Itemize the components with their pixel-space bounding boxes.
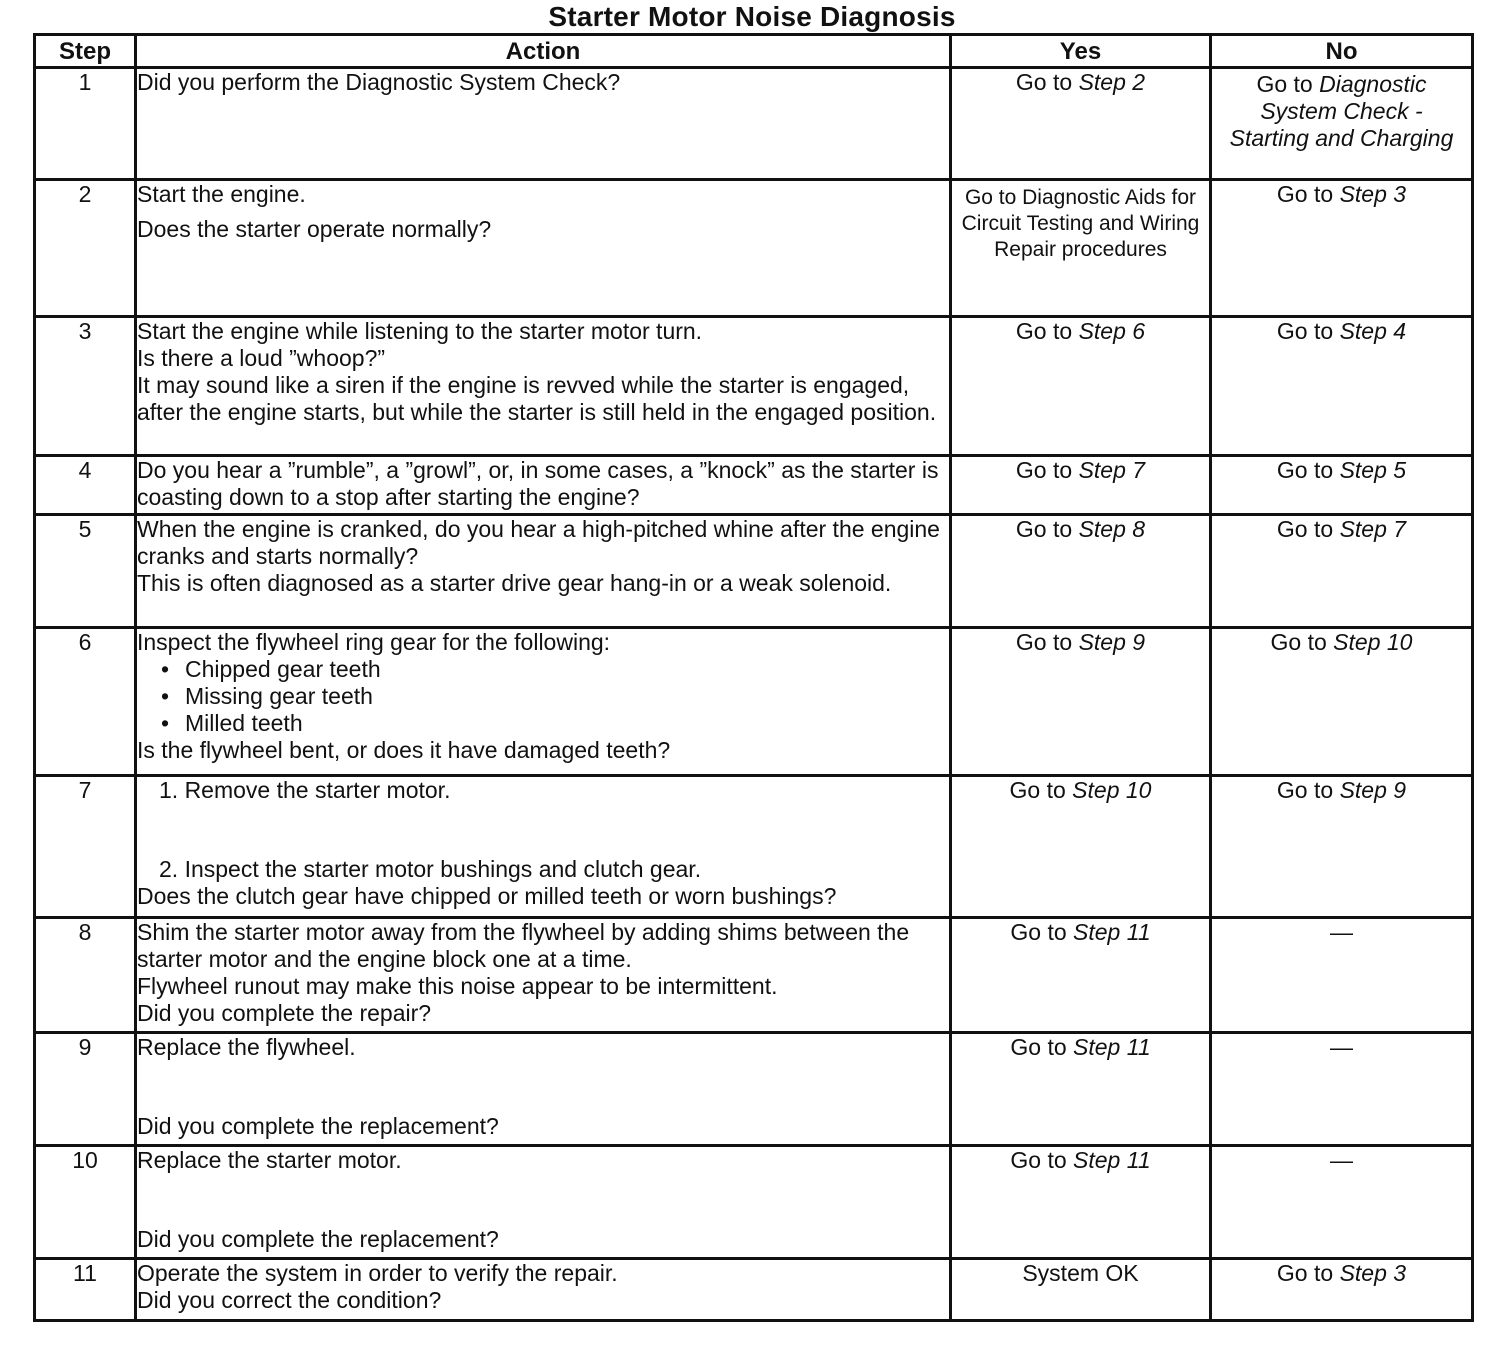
- yes-target: Step 9: [1078, 629, 1146, 655]
- no-prefix: Go to: [1276, 457, 1340, 483]
- action-question: Is there a loud ”whoop?”: [137, 345, 386, 371]
- table-row: [35, 918, 1473, 1033]
- no-prefix: Go to: [1256, 71, 1320, 97]
- action-text: Start the engine.: [137, 181, 306, 207]
- no-target: Step 4: [1339, 318, 1407, 344]
- yes-prefix: Go to: [1009, 777, 1073, 803]
- no-cell: [1211, 776, 1473, 918]
- no-dash: —: [1330, 1147, 1353, 1173]
- yes-cell: [951, 628, 1211, 776]
- action-question: Did you complete the replacement?: [137, 1226, 499, 1252]
- action-cell: [136, 628, 951, 776]
- yes-cell: [951, 515, 1211, 628]
- no-cell: [1211, 317, 1473, 456]
- no-prefix: Go to: [1276, 516, 1340, 542]
- step-number: 1: [35, 68, 136, 180]
- no-prefix: Go to: [1270, 629, 1334, 655]
- table-row: [35, 1033, 1473, 1146]
- action-cell: [136, 1146, 951, 1259]
- no-target: Step 3: [1339, 181, 1407, 207]
- no-cell: [1211, 515, 1473, 628]
- action-text: Replace the flywheel.: [137, 1034, 356, 1060]
- action-question: Did you correct the condition?: [137, 1287, 442, 1313]
- yes-cell: [951, 1033, 1211, 1146]
- action-text: Operate the system in order to verify the repair.: [137, 1260, 618, 1286]
- no-cell: [1211, 456, 1473, 515]
- yes-target: Step 11: [1073, 1147, 1151, 1173]
- step-number: 7: [35, 776, 136, 918]
- yes-cell: [951, 456, 1211, 515]
- yes-target: Step 8: [1078, 516, 1146, 542]
- step-number: 10: [35, 1146, 136, 1259]
- no-prefix: Go to: [1276, 181, 1340, 207]
- no-cell: [1211, 1033, 1473, 1146]
- yes-prefix: Go to: [1010, 1147, 1074, 1173]
- action-cell: [136, 180, 951, 317]
- action-cell: [136, 1259, 951, 1321]
- action-cell: [136, 317, 951, 456]
- step-number: 2: [35, 180, 136, 317]
- action-question: Did you complete the replacement?: [137, 1113, 499, 1139]
- bullet-item: • Missing gear teeth: [137, 683, 949, 710]
- no-target: Step 10: [1333, 629, 1413, 655]
- diagnosis-table: [33, 33, 1474, 1322]
- step-number: 6: [35, 628, 136, 776]
- action-cell: [136, 456, 951, 515]
- yes-prefix: Go to: [1010, 1034, 1074, 1060]
- table-row: [35, 456, 1473, 515]
- bullet-item: • Chipped gear teeth: [137, 656, 949, 683]
- action-note: This is often diagnosed as a starter drive gear hang-in or a weak solenoid.: [137, 570, 892, 596]
- yes-target: Step 10: [1072, 777, 1152, 803]
- action-text: Replace the starter motor.: [137, 1147, 402, 1173]
- table-row: [35, 515, 1473, 628]
- no-target: Step 5: [1339, 457, 1407, 483]
- step-number: 5: [35, 515, 136, 628]
- no-cell: [1211, 1259, 1473, 1321]
- yes-text: Go to Diagnostic Aids for Circuit Testing and Wiring Repair procedures: [961, 186, 1200, 261]
- page-title: Starter Motor Noise Diagnosis: [548, 1, 956, 32]
- yes-cell: [951, 180, 1211, 317]
- step-number: 11: [35, 1259, 136, 1321]
- table-row: [35, 1146, 1473, 1259]
- action-question: Is the flywheel bent, or does it have damaged teeth?: [137, 737, 671, 763]
- action-text: Do you hear a ”rumble”, a ”growl”, or, in some cases, a ”knock” as the starter is coasting down to a stop after starting the engine?: [137, 457, 939, 510]
- no-cell: [1211, 68, 1473, 180]
- yes-prefix: Go to: [1010, 919, 1074, 945]
- yes-text: System OK: [1022, 1260, 1139, 1286]
- yes-prefix: Go to: [1015, 516, 1079, 542]
- header-action: Action: [136, 35, 951, 68]
- yes-target: Step 6: [1078, 318, 1146, 344]
- no-dash: —: [1330, 919, 1353, 945]
- yes-target: Step 11: [1073, 919, 1151, 945]
- action-text: Shim the starter motor away from the flywheel by adding shims between the starter motor and the engine block one at a time.: [137, 919, 910, 972]
- no-cell: [1211, 628, 1473, 776]
- action-cell: [136, 515, 951, 628]
- action-text: When the engine is cranked, do you hear a high-pitched whine after the engine cranks and starts normally?: [137, 516, 940, 569]
- numbered-item: 2. Inspect the starter motor bushings and clutch gear.: [159, 856, 702, 882]
- table-row: [35, 68, 1473, 180]
- table-row: [35, 180, 1473, 317]
- no-target: Step 9: [1339, 777, 1407, 803]
- header-yes: Yes: [951, 35, 1211, 68]
- header-step: Step: [35, 35, 136, 68]
- yes-target: Step 11: [1073, 1034, 1151, 1060]
- action-text: Inspect the flywheel ring gear for the following:: [137, 629, 611, 655]
- yes-prefix: Go to: [1015, 69, 1079, 95]
- yes-prefix: Go to: [1015, 629, 1079, 655]
- yes-target: Step 7: [1078, 457, 1146, 483]
- action-question: Did you complete the repair?: [137, 1000, 432, 1026]
- no-prefix: Go to: [1276, 1260, 1340, 1286]
- no-cell: [1211, 1146, 1473, 1259]
- action-text: Start the engine while listening to the starter motor turn.: [137, 318, 703, 344]
- step-number: 9: [35, 1033, 136, 1146]
- table-row: [35, 1259, 1473, 1321]
- no-prefix: Go to: [1276, 777, 1340, 803]
- no-target: Step 7: [1339, 516, 1407, 542]
- table-row: [35, 776, 1473, 918]
- header-no: No: [1211, 35, 1473, 68]
- table-header-row: [35, 35, 1473, 68]
- step-number: 3: [35, 317, 136, 456]
- bullet-item: • Milled teeth: [137, 710, 949, 737]
- no-prefix: Go to: [1276, 318, 1340, 344]
- table-row: [35, 317, 1473, 456]
- yes-cell: [951, 68, 1211, 180]
- step-number: 4: [35, 456, 136, 515]
- action-question: Does the starter operate normally?: [137, 216, 492, 242]
- no-cell: [1211, 918, 1473, 1033]
- no-target: Diagnostic System Check - Starting and Charging: [1229, 71, 1454, 151]
- yes-cell: [951, 1259, 1211, 1321]
- yes-cell: [951, 776, 1211, 918]
- yes-cell: [951, 1146, 1211, 1259]
- table-row: [35, 628, 1473, 776]
- yes-cell: [951, 918, 1211, 1033]
- numbered-item: 1. Remove the starter motor.: [159, 777, 451, 803]
- yes-cell: [951, 317, 1211, 456]
- action-cell: [136, 68, 951, 180]
- action-note: Flywheel runout may make this noise appear to be intermittent.: [137, 973, 778, 999]
- action-cell: [136, 1033, 951, 1146]
- step-number: 8: [35, 918, 136, 1033]
- yes-target: Step 2: [1078, 69, 1146, 95]
- action-question: Does the clutch gear have chipped or milled teeth or worn bushings?: [137, 883, 837, 909]
- yes-prefix: Go to: [1015, 457, 1079, 483]
- no-cell: [1211, 180, 1473, 317]
- action-text: Did you perform the Diagnostic System Check?: [137, 69, 621, 95]
- action-note: It may sound like a siren if the engine is revved while the starter is engaged, after the engine starts, but while the starter is still held in the engaged position.: [137, 372, 937, 425]
- action-cell: [136, 776, 951, 918]
- no-dash: —: [1330, 1034, 1353, 1060]
- yes-prefix: Go to: [1015, 318, 1079, 344]
- no-target: Step 3: [1339, 1260, 1407, 1286]
- action-cell: [136, 918, 951, 1033]
